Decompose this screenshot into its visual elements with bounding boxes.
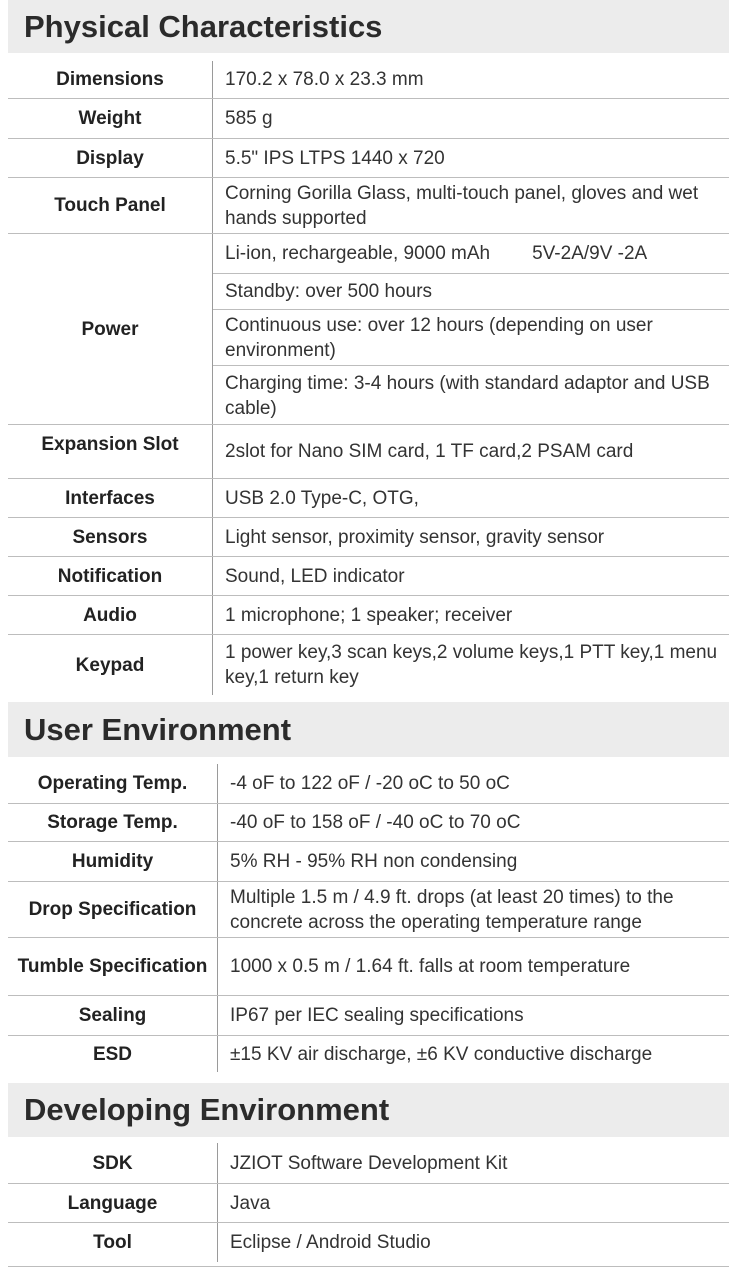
spec-value: 2slot for Nano SIM card, 1 TF card,2 PSAM card bbox=[225, 441, 634, 462]
spec-row-touch-panel bbox=[8, 178, 729, 234]
spec-row-audio bbox=[8, 596, 729, 635]
spec-row-esd bbox=[8, 1036, 729, 1072]
power-standby-row bbox=[213, 274, 729, 310]
spec-label: Humidity bbox=[8, 842, 218, 881]
spec-label: Operating Temp. bbox=[8, 764, 218, 803]
spec-row-drop-specification bbox=[8, 882, 729, 938]
spec-row-sealing bbox=[8, 996, 729, 1036]
spec-row-keypad bbox=[8, 635, 729, 695]
spec-label: SDK bbox=[8, 1143, 218, 1183]
spec-row-language bbox=[8, 1184, 729, 1223]
spec-value: Light sensor, proximity sensor, gravity sensor bbox=[225, 526, 605, 548]
power-charger-value: 5V-2A/9V -2A bbox=[532, 242, 648, 264]
spec-label: Dimensions bbox=[8, 61, 213, 98]
spec-value: Java bbox=[230, 1192, 271, 1214]
spec-row-sdk bbox=[8, 1143, 729, 1184]
spec-row-dimensions bbox=[8, 61, 729, 99]
power-charging-value: Charging time: 3-4 hours (with standard adaptor and USB cable) bbox=[225, 372, 710, 419]
spec-value: -40 oF to 158 oF / -40 oC to 70 oC bbox=[230, 812, 521, 833]
spec-row-power bbox=[8, 234, 729, 425]
spec-value: 1000 x 0.5 m / 1.64 ft. falls at room temperature bbox=[230, 956, 631, 977]
spec-label: Weight bbox=[8, 99, 213, 138]
bottom-divider bbox=[8, 1266, 729, 1267]
spec-value: USB 2.0 Type-C, OTG, bbox=[225, 487, 419, 509]
spec-label: ESD bbox=[8, 1036, 218, 1072]
power-continuous-row bbox=[213, 310, 729, 366]
spec-label: Tumble Specification bbox=[8, 938, 218, 995]
spec-label: Drop Specification bbox=[8, 882, 218, 937]
section-title-user: User Environment bbox=[8, 702, 729, 757]
power-battery-value: Li-ion, rechargeable, 9000 mAh bbox=[225, 242, 491, 264]
spec-label: Sensors bbox=[8, 518, 213, 556]
spec-label: Sealing bbox=[8, 996, 218, 1035]
spec-label: Power bbox=[8, 234, 213, 424]
spec-row-display bbox=[8, 139, 729, 178]
spec-row-expansion-slot bbox=[8, 425, 729, 479]
spec-value: 1 power key,3 scan keys,2 volume keys,1 PTT key,1 menu key,1 return key bbox=[225, 642, 718, 688]
spec-label: Expansion Slot bbox=[8, 425, 213, 478]
spec-value: 170.2 x 78.0 x 23.3 mm bbox=[225, 69, 424, 90]
spec-label: Storage Temp. bbox=[8, 804, 218, 841]
spec-row-tool bbox=[8, 1223, 729, 1262]
power-battery-row bbox=[213, 234, 729, 274]
power-continuous-value: Continuous use: over 12 hours (depending on user environment) bbox=[225, 314, 653, 361]
spec-value: ±15 KV air discharge, ±6 KV conductive discharge bbox=[230, 1043, 653, 1065]
spec-value: 5.5" IPS LTPS 1440 x 720 bbox=[225, 147, 445, 169]
spec-value: Sound, LED indicator bbox=[225, 565, 405, 587]
spec-label: Audio bbox=[8, 596, 213, 634]
spec-row-notification bbox=[8, 557, 729, 596]
spec-row-storage-temp bbox=[8, 804, 729, 842]
spec-label: Language bbox=[8, 1184, 218, 1222]
spec-row-operating-temp bbox=[8, 764, 729, 804]
spec-value: IP67 per IEC sealing specifications bbox=[230, 1005, 524, 1026]
spec-value: -4 oF to 122 oF / -20 oC to 50 oC bbox=[230, 773, 510, 794]
section-title-physical: Physical Characteristics bbox=[8, 0, 729, 53]
spec-value: Multiple 1.5 m / 4.9 ft. drops (at least 20 times) to the concrete across the operating temperature range bbox=[230, 886, 674, 933]
spec-label: Notification bbox=[8, 557, 213, 595]
power-standby-value: Standby: over 500 hours bbox=[225, 280, 433, 302]
spec-row-weight bbox=[8, 99, 729, 139]
spec-row-tumble-specification bbox=[8, 938, 729, 996]
section-title-developing: Developing Environment bbox=[8, 1083, 729, 1137]
spec-row-sensors bbox=[8, 518, 729, 557]
spec-label: Keypad bbox=[8, 635, 213, 695]
spec-label: Display bbox=[8, 139, 213, 177]
spec-value: 585 g bbox=[225, 108, 273, 129]
spec-value: Corning Gorilla Glass, multi-touch panel, gloves and wet hands supported bbox=[225, 182, 699, 229]
spec-label: Touch Panel bbox=[8, 178, 213, 233]
spec-row-humidity bbox=[8, 842, 729, 882]
spec-label: Tool bbox=[8, 1223, 218, 1262]
power-charging-row bbox=[213, 366, 729, 425]
spec-value: 1 microphone; 1 speaker; receiver bbox=[225, 604, 513, 626]
spec-value: Eclipse / Android Studio bbox=[230, 1232, 431, 1253]
spec-row-interfaces bbox=[8, 479, 729, 518]
spec-value: 5% RH - 95% RH non condensing bbox=[230, 851, 518, 872]
spec-label: Interfaces bbox=[8, 479, 213, 517]
spec-value: JZIOT Software Development Kit bbox=[230, 1152, 508, 1174]
